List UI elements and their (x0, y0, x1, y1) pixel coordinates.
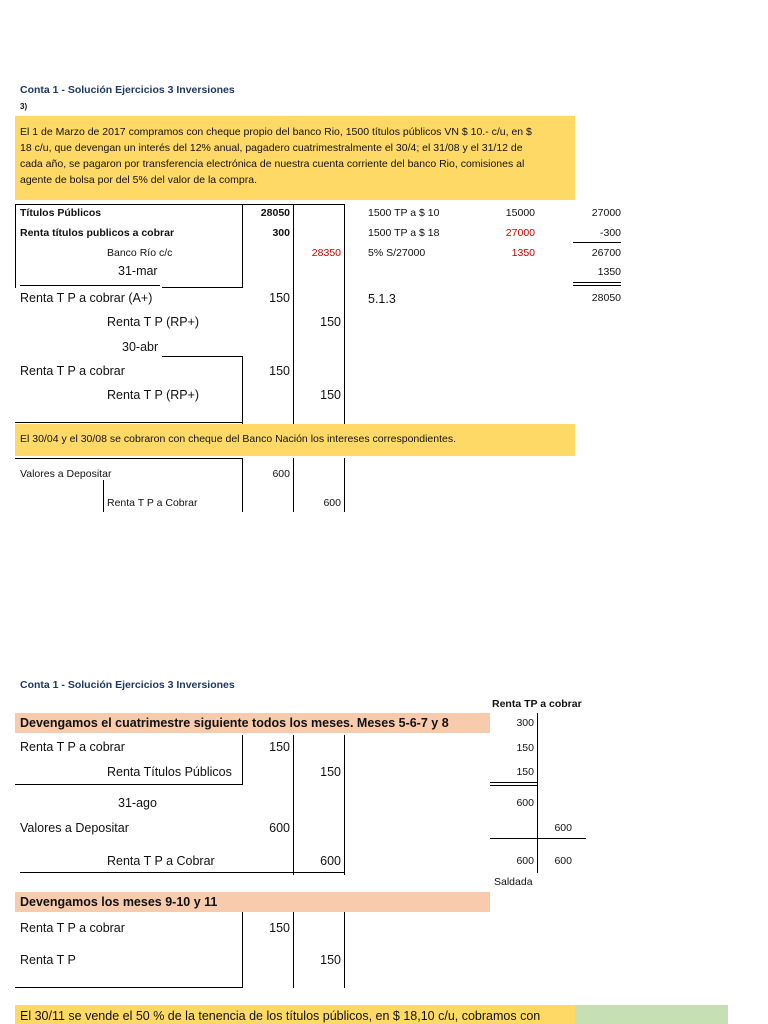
calc-value: 27000 (505, 227, 535, 239)
footer-green-cell (575, 1005, 728, 1024)
calc-value: 1350 (511, 247, 535, 259)
account-renta-tp-a-cobrar: Renta T P a cobrar (20, 740, 125, 754)
ledger-title: Renta TP a cobrar (492, 698, 582, 710)
ledger-center-line (537, 713, 538, 873)
journal-indent-line (103, 480, 104, 512)
journal-column-line (242, 735, 243, 785)
journal-left-line (15, 204, 16, 288)
account-renta-tp: Renta T P (RP+) (107, 388, 200, 402)
note-text: El 30/04 y el 30/08 se cobraron con cheque del Banco Nación los intereses correspondientes. (20, 433, 457, 445)
journal-credit-line (344, 912, 345, 988)
account-renta-tp-a-cobrar: Renta T P a cobrar (20, 921, 125, 935)
debit-amount: 150 (269, 364, 290, 378)
account-renta-tp: Renta T P (RP+) (107, 315, 200, 329)
account-renta-tp-a-cobrar: Renta T P a Cobrar (107, 854, 215, 868)
exercise-statement: El 1 de Marzo de 2017 compramos con cheque propio del banco Rio, 1500 títulos públicos VN $ 10.- c/u, en $ 18 c/u, que devengan un interés del 12% anual, pagadero cuatrimestralmente el 30/4; el 31/08 y el 31/12 de cada año, se pagaron por transferencia electrónica de nuestra cuenta corriente del banco Rio, comisiones al agente de bolsa por del 5% del valor de la compra. (20, 126, 532, 186)
debit-amount: 150 (269, 740, 290, 754)
journal-column-line (242, 458, 243, 512)
ledger-debit: 150 (516, 742, 534, 754)
journal-top-border (15, 204, 345, 205)
calc-total: -300 (599, 227, 621, 239)
ledger-subtotal: 600 (516, 797, 534, 809)
date-underline-right (162, 356, 243, 357)
account-renta-tp-a-cobrar: Renta T P a cobrar (A+) (20, 291, 153, 305)
calc-grand-total: 28050 (591, 292, 621, 304)
credit-amount: 600 (320, 854, 341, 868)
section-heading: Devengamos los meses 9-10 y 11 (20, 895, 218, 909)
debit-amount: 150 (269, 291, 290, 305)
ledger-final-debit: 600 (516, 855, 534, 867)
journal-debit-line (293, 204, 294, 424)
entry-underline (20, 872, 344, 873)
account-renta-tp-a-cobrar: Renta T P a cobrar (20, 364, 125, 378)
journal-debit-line (293, 458, 294, 512)
credit-amount: 28350 (311, 247, 341, 259)
calc-double-line-1 (573, 282, 621, 283)
calc-value: 15000 (505, 207, 535, 219)
calc-double-line-2 (573, 285, 621, 286)
account-renta-titulos-publicos: Renta Títulos Públicos (107, 765, 232, 779)
journal-credit-line (344, 204, 345, 424)
journal-debit-line (293, 912, 294, 988)
ledger-status: Saldada (494, 876, 533, 888)
journal-column-line (242, 204, 243, 288)
ledger-final-credit: 600 (554, 855, 572, 867)
ledger-subtotal-line-1 (490, 782, 538, 783)
ledger-debit: 150 (516, 766, 534, 778)
entry-date: 31-mar (118, 264, 158, 278)
debit-amount: 28050 (260, 207, 290, 219)
entry-date: 30-abr (122, 340, 159, 354)
date-underline-left (20, 285, 160, 286)
footer-text: El 30/11 se vende el 50 % de la tenencia de los títulos públicos, en $ 18,10 c/u, cobramos con (20, 1009, 541, 1023)
ledger-total-line (490, 838, 586, 839)
ledger-credit: 600 (554, 822, 572, 834)
calc-label: 1500 TP a $ 10 (368, 207, 440, 219)
ledger-subtotal-line-2 (490, 785, 538, 786)
entry-underline (15, 422, 243, 423)
calc-label: 5% S/27000 (368, 247, 426, 259)
calc-total: 1350 (597, 266, 621, 278)
journal-credit-line (344, 735, 345, 875)
account-banco-rio: Banco Río c/c (107, 247, 173, 259)
debit-amount: 600 (272, 468, 290, 480)
page-title: Conta 1 - Solución Ejercicios 3 Inversiones (20, 84, 235, 96)
credit-amount: 150 (320, 315, 341, 329)
account-renta-titulos: Renta títulos publicos a cobrar (20, 227, 175, 239)
exercise-number: 3) (20, 102, 28, 111)
date-underline-right (162, 287, 243, 288)
journal-credit-line (344, 458, 345, 512)
calc-label: 1500 TP a $ 18 (368, 227, 440, 239)
account-valores-a-depositar: Valores a Depositar (20, 821, 129, 835)
page-title: Conta 1 - Solución Ejercicios 3 Inversiones (20, 679, 235, 691)
account-titulos-publicos: Títulos Públicos (20, 207, 102, 219)
debit-amount: 150 (269, 921, 290, 935)
credit-amount: 150 (320, 953, 341, 967)
account-valores-a-depositar: Valores a Depositar (20, 468, 112, 480)
journal-top-border (15, 458, 243, 459)
section-heading: Devengamos el cuatrimestre siguiente todos los meses. Meses 5-6-7 y 8 (20, 716, 449, 730)
calc-underline (573, 242, 621, 243)
journal-debit-line (293, 735, 294, 875)
debit-amount: 300 (272, 227, 290, 239)
calc-reference: 5.1.3 (368, 292, 396, 306)
ledger-debit: 300 (516, 717, 534, 729)
credit-amount: 150 (320, 765, 341, 779)
credit-amount: 600 (323, 497, 341, 509)
entry-underline (15, 784, 243, 785)
account-renta-tp-a-cobrar: Renta T P a Cobrar (107, 497, 198, 509)
journal-column-line (242, 356, 243, 424)
debit-amount: 600 (269, 821, 290, 835)
entry-date: 31-ago (118, 796, 157, 810)
credit-amount: 150 (320, 388, 341, 402)
entry-underline (15, 987, 243, 988)
account-renta-tp: Renta T P (20, 953, 76, 967)
calc-total: 27000 (591, 207, 621, 219)
calc-total: 26700 (591, 247, 621, 259)
journal-column-line (242, 912, 243, 988)
